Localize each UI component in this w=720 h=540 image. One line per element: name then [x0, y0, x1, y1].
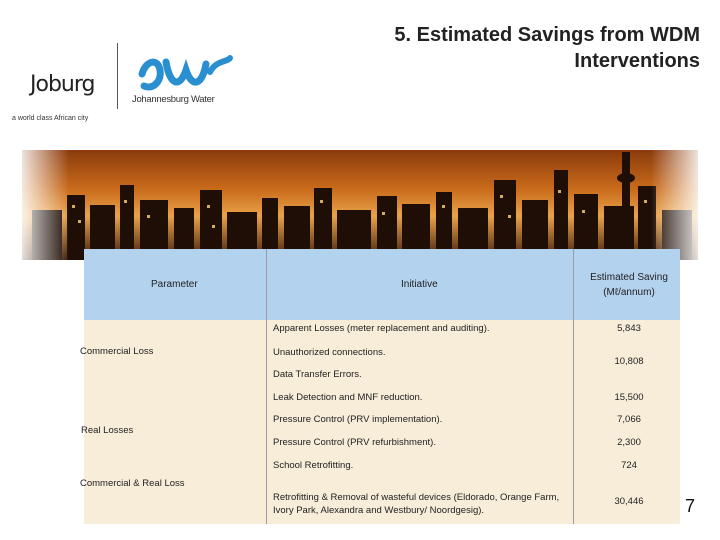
logo-area [10, 40, 250, 130]
initiative-data-transfer-errors: Data Transfer Errors. [273, 369, 362, 380]
title-line-1: 5. Estimated Savings from WDM [394, 24, 700, 46]
header-parameter: Parameter [151, 279, 198, 290]
saving-value: 5,843 [617, 323, 641, 334]
header-saving-line-1: Estimated Saving [590, 272, 668, 283]
joburg-tagline: a world class African city [12, 115, 89, 122]
johannesburg-water-wave-icon [136, 52, 236, 94]
saving-value: 7,066 [617, 414, 641, 425]
initiative-retrofitting-line-1: Retrofitting & Removal of wasteful devices (Eldorado, Orange Farm, [273, 492, 560, 503]
saving-value: 2,300 [617, 437, 641, 448]
initiative-prv-implementation: Pressure Control (PRV implementation). [273, 414, 443, 425]
saving-value: 10,808 [614, 356, 644, 367]
johannesburg-water-logo-text: Johannesburg Water [132, 94, 215, 105]
savings-table [80, 249, 680, 524]
initiative-apparent-losses: Apparent Losses (meter replacement and auditing). [273, 323, 490, 334]
initiative-school-retrofitting: School Retrofitting. [273, 460, 354, 471]
saving-value: 30,446 [614, 496, 644, 507]
page-title [260, 22, 700, 74]
saving-value: 724 [621, 460, 637, 471]
header-saving-line-2: (Mℓ/annum) [603, 287, 655, 298]
city-skyline-banner [22, 150, 698, 260]
parameter-real-losses: Real Losses [81, 425, 134, 436]
header-initiative: Initiative [401, 279, 438, 290]
initiative-leak-detection: Leak Detection and MNF reduction. [273, 392, 423, 403]
column-divider [266, 249, 267, 524]
title-line-2: Interventions [574, 50, 700, 72]
page-number: 7 [685, 496, 696, 516]
initiative-unauthorized-connections: Unauthorized connections. [273, 347, 386, 358]
parameter-commercial-and-real-loss: Commercial & Real Loss [80, 478, 185, 489]
initiative-prv-refurbishment: Pressure Control (PRV refurbishment). [273, 437, 436, 448]
parameter-commercial-loss: Commercial Loss [80, 346, 154, 357]
logo-divider [117, 43, 118, 109]
joburg-logo: Joburg [30, 72, 95, 97]
initiative-retrofitting-line-2: Ivory Park, Alexandra and Westbury/ Noordgesig). [273, 505, 485, 516]
column-divider [573, 249, 574, 524]
saving-value: 15,500 [614, 392, 644, 403]
